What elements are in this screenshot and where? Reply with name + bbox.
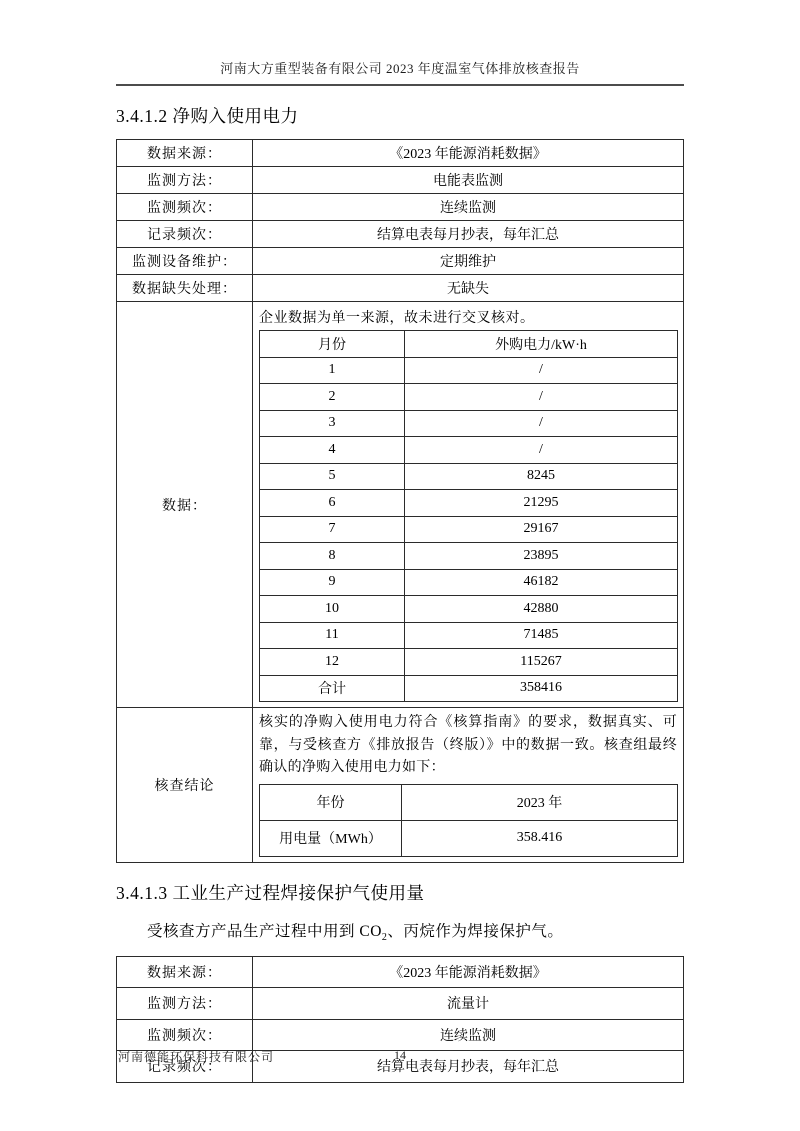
inner-row — [260, 384, 678, 411]
row-label: 记录频次： — [117, 1051, 253, 1083]
section-heading-3413: 3.4.1.3 工业生产过程焊接保护气使用量 — [116, 882, 425, 903]
year-value: 2023 年 — [402, 784, 678, 820]
row-label: 监测频次： — [117, 194, 253, 221]
inner-row — [260, 490, 678, 517]
value-header: 外购电力/kW·h — [405, 331, 678, 358]
value-cell: 42880 — [405, 596, 678, 623]
shielding-gas-paragraph — [116, 919, 684, 943]
inner-row — [260, 410, 678, 437]
inner-row — [260, 622, 678, 649]
row-value: 电能表监测 — [253, 167, 684, 194]
inner-header-row — [260, 331, 678, 358]
paragraph-text: 受核查方产品生产过程中用到 CO — [147, 922, 382, 940]
section-heading-3412: 3.4.1.2 净购入使用电力 — [116, 106, 299, 126]
value-cell: 29167 — [405, 516, 678, 543]
usage-label: 用电量（MWh） — [260, 820, 402, 856]
conclusion-cell — [253, 708, 684, 863]
inner-row — [260, 784, 678, 820]
row-label: 监测方法： — [117, 167, 253, 194]
row-label: 监测频次： — [117, 1019, 253, 1051]
row-value: 《2023 年能源消耗数据》 — [253, 956, 684, 988]
table-row — [117, 194, 684, 221]
month-cell: 9 — [260, 569, 405, 596]
month-cell: 1 — [260, 357, 405, 384]
month-cell: 6 — [260, 490, 405, 517]
page-header — [116, 0, 684, 86]
inner-row — [260, 543, 678, 570]
row-value: 连续监测 — [253, 1019, 684, 1051]
inner-row — [260, 463, 678, 490]
row-value: 定期维护 — [253, 248, 684, 275]
inner-row — [260, 649, 678, 676]
data-cell — [253, 302, 684, 708]
month-header: 月份 — [260, 331, 405, 358]
value-cell: 8245 — [405, 463, 678, 490]
value-cell: 46182 — [405, 569, 678, 596]
inner-row — [260, 357, 678, 384]
inner-row — [260, 596, 678, 623]
row-value: 《2023 年能源消耗数据》 — [253, 140, 684, 167]
row-value: 无缺失 — [253, 275, 684, 302]
month-cell: 7 — [260, 516, 405, 543]
table-row — [117, 988, 684, 1020]
value-cell: 23895 — [405, 543, 678, 570]
row-label: 数据来源： — [117, 956, 253, 988]
month-cell: 11 — [260, 622, 405, 649]
value-cell: 21295 — [405, 490, 678, 517]
header-divider — [116, 84, 684, 86]
value-cell: 115267 — [405, 649, 678, 676]
confirmed-electricity-table — [259, 784, 678, 857]
inner-row — [260, 437, 678, 464]
table-row — [117, 1019, 684, 1051]
conclusion-text: 核实的净购入使用电力符合《核算指南》的要求，数据真实、可靠，与受核查方《排放报告（终版）》中的数据一致。核查组最终确认的净购入使用电力如下： — [259, 715, 677, 775]
table-row — [117, 248, 684, 275]
footer-page-number: 14 — [394, 1048, 406, 1062]
month-cell: 2 — [260, 384, 405, 411]
usage-value: 358.416 — [402, 820, 678, 856]
row-label: 记录频次： — [117, 221, 253, 248]
year-label: 年份 — [260, 784, 402, 820]
month-cell: 5 — [260, 463, 405, 490]
footer-company: 河南德能环保科技有限公司 — [118, 1050, 275, 1064]
row-label: 监测设备维护： — [117, 248, 253, 275]
month-cell: 12 — [260, 649, 405, 676]
conclusion-row — [117, 708, 684, 863]
row-value: 流量计 — [253, 988, 684, 1020]
data-row — [117, 302, 684, 708]
row-label: 数据缺失处理： — [117, 275, 253, 302]
value-cell: / — [405, 437, 678, 464]
data-note: 企业数据为单一来源，故未进行交叉核对。 — [259, 311, 535, 326]
inner-row — [260, 820, 678, 856]
data-row-label: 数据： — [117, 302, 253, 708]
header-title: 河南大方重型装备有限公司 2023 年度温室气体排放核查报告 — [220, 61, 580, 76]
row-label: 数据来源： — [117, 140, 253, 167]
paragraph-text: 、丙烷作为焊接保护气。 — [387, 922, 564, 940]
table-row — [117, 167, 684, 194]
value-cell: / — [405, 410, 678, 437]
table-row — [117, 221, 684, 248]
row-value: 结算电表每月抄表，每年汇总 — [253, 1051, 684, 1083]
table-row — [117, 956, 684, 988]
month-cell: 4 — [260, 437, 405, 464]
total-value: 358416 — [405, 675, 678, 702]
row-value: 结算电表每月抄表，每年汇总 — [253, 221, 684, 248]
value-cell: 71485 — [405, 622, 678, 649]
electricity-info-table — [116, 139, 684, 863]
month-cell: 10 — [260, 596, 405, 623]
row-label: 监测方法： — [117, 988, 253, 1020]
monthly-electricity-table — [259, 330, 678, 702]
value-cell: / — [405, 357, 678, 384]
month-cell: 8 — [260, 543, 405, 570]
inner-row — [260, 516, 678, 543]
conclusion-label: 核查结论 — [117, 708, 253, 863]
row-value: 连续监测 — [253, 194, 684, 221]
month-cell: 3 — [260, 410, 405, 437]
co2-subscript: 2 — [381, 931, 388, 943]
value-cell: / — [405, 384, 678, 411]
table-row — [117, 140, 684, 167]
total-label: 合计 — [260, 675, 405, 702]
inner-row — [260, 569, 678, 596]
table-row — [117, 275, 684, 302]
inner-total-row — [260, 675, 678, 702]
